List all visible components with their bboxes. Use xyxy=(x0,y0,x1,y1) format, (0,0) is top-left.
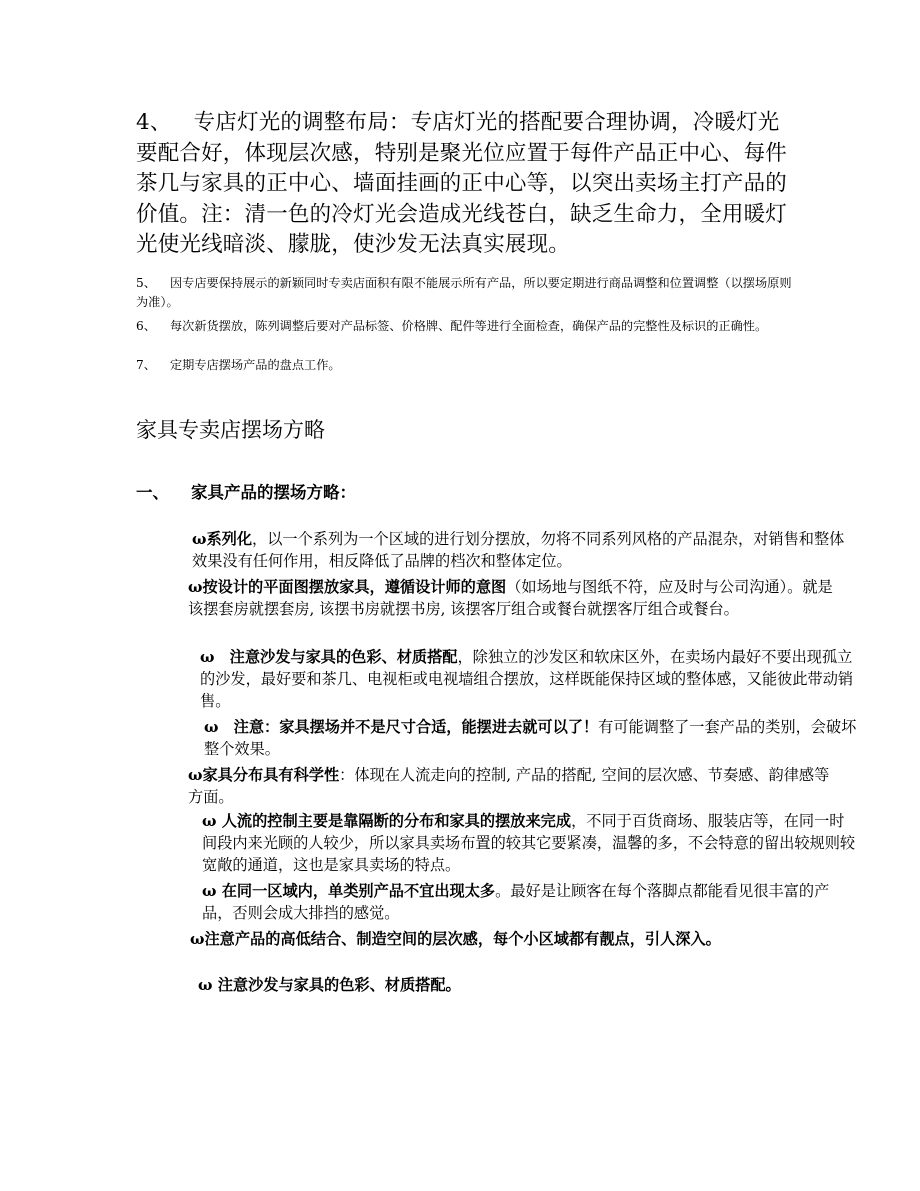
section-heading: 家具专卖店摆场方略 xyxy=(136,418,325,442)
item-text: ：体现在人流走向的控制, 产品的搭配, 空间的层次感、节奏感、韵律感等方面。 xyxy=(188,766,830,806)
strategy-item xyxy=(136,576,844,620)
strategy-item xyxy=(136,810,858,876)
item-number: 7、 xyxy=(136,358,156,372)
subsection-heading xyxy=(136,480,792,506)
strategy-item xyxy=(136,528,848,572)
item-text: ，不同于百货商场、服装店等，在同一时间段内来光顾的人较少，所以家具卖场布置的较其它要紧凑，温馨的多，不会特意的留出较规则较宽敞的通道，这也是家具卖场的特点。 xyxy=(202,812,856,874)
strategy-item xyxy=(136,716,860,760)
item-number: 6、 xyxy=(136,319,156,333)
paragraph-4 xyxy=(136,108,792,261)
item-lead: ω 人流的控制主要是靠隔断的分布和家具的摆放来完成 xyxy=(202,812,572,830)
item-lead: ω 注意沙发与家具的色彩、材质搭配。 xyxy=(198,976,461,994)
item-number: 5、 xyxy=(136,276,156,290)
item-text: （如场地与图纸不符，应及时与公司沟通）。就是该摆套房就摆套房, 该摆书房就摆书房, 该摆客厅组合或餐台就摆客厅组合或餐台。 xyxy=(188,578,833,618)
item-text: 。最好是让顾客在每个落脚点都能看见很丰富的产品，否则会成大排挡的感觉。 xyxy=(202,882,830,922)
paragraph-6 xyxy=(136,317,792,336)
item-text: ，除独立的沙发区和软床区外，在卖场内最好不要出现孤立的沙发，最好要和茶几、电视柜或电视墙组合摆放，这样既能保持区域的整体感，又能彼此带动销售。 xyxy=(200,648,854,710)
strategy-item xyxy=(136,646,856,712)
item-lead: ω 注意沙发与家具的色彩、材质搭配 xyxy=(200,648,458,666)
paragraph-text: 每次新货摆放，陈列调整后要对产品标签、价格牌、配件等进行全面检查，确保产品的完整性及标识的正确性。 xyxy=(169,319,768,333)
item-lead: ω 注意：家具摆场并不是尺寸合适，能摆进去就可以了！ xyxy=(204,718,599,736)
strategy-item xyxy=(136,880,858,924)
strategy-item xyxy=(136,764,844,808)
strategy-item xyxy=(136,974,854,996)
item-lead: ω 在同一区域内，单类别产品不宜出现太多 xyxy=(202,882,496,900)
item-text: ，以一个系列为一个区域的进行划分摆放，勿将不同系列风格的产品混杂，对销售和整体效果没有任何作用，相反降低了品牌的档次和整体定位。 xyxy=(192,530,845,570)
subsection-title: 家具产品的摆场方略： xyxy=(191,483,356,502)
item-text: 有可能调整了一套产品的类别，会破坏整个效果。 xyxy=(204,718,857,758)
subsection-number: 一、 xyxy=(136,483,169,502)
item-lead: ω注意产品的高低结合、制造空间的层次感，每个小区域都有靓点，引人深入。 xyxy=(190,930,721,948)
paragraph-5 xyxy=(136,274,792,312)
item-lead: ω按设计的平面图摆放家具，遵循设计师的意图 xyxy=(188,578,507,596)
paragraph-7 xyxy=(136,356,792,375)
item-number: 4、 xyxy=(136,110,172,135)
paragraph-text: 专店灯光的调整布局：专店灯光的搭配要合理协调，冷暖灯光要配合好，体现层次感，特别是聚光位应置于每件产品正中心、每件茶几与家具的正中心、墙面挂画的正中心等，以突出卖场主打产品的价值。注：清一色的冷灯光会造成光线苍白，缺乏生命力，全用暖灯光使光线暗淡、朦胧，使沙发无法真实展现。 xyxy=(136,110,788,257)
paragraph-text: 因专店要保持展示的新颖同时专卖店面积有限不能展示所有产品，所以要定期进行商品调整和位置调整（以摆场原则为准）。 xyxy=(136,276,792,309)
item-lead: ω系列化 xyxy=(192,530,253,548)
paragraph-text: 定期专店摆场产品的盘点工作。 xyxy=(169,358,341,372)
item-lead: ω家具分布具有科学性 xyxy=(188,766,340,784)
strategy-item xyxy=(136,928,846,950)
